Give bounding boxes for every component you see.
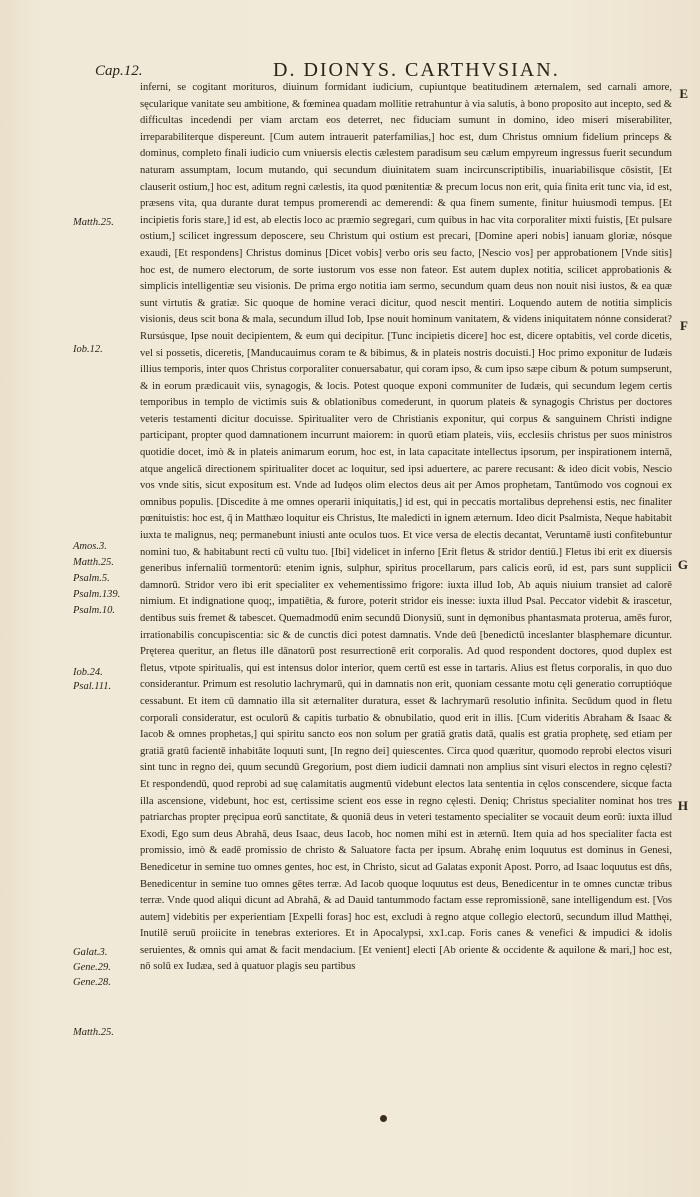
ornament-dot [380,1115,387,1122]
marginal-ref: Iob.12. [73,344,103,355]
side-letter-g: G [677,557,688,572]
chapter-label: Cap.12. [95,63,143,79]
marginal-ref: Psal.111. [73,681,112,692]
side-letter-e: E [679,86,688,101]
commentary-text [140,80,672,976]
page-title: D. DIONYS. CARTHVSIAN. [273,59,560,81]
marginal-ref: Galat.3. [73,947,108,958]
marginal-ref: Iob.24. [73,667,103,678]
marginal-ref: Psalm.5. [73,573,110,584]
marginal-ref: Amos.3. [73,541,107,552]
marginal-ref: Psalm.139. [73,589,121,600]
marginal-ref: Matth.25. [73,1027,114,1038]
marginal-ref: Gene.29. [73,962,111,973]
marginal-ref: Matth.25. [73,557,114,568]
marginal-ref: Psalm.10. [73,605,115,616]
side-letter-f: F [680,318,688,333]
commentary-paragraph: inferni, se cogitant morituros, diuinum formidant iudicium, cupiuntque beatitudinem æternalem, sed carnali amore, sęcularique vanitate seu ambitione, & fœminea quadam mollitie retrahuntur à via salutis, à bono proposito aut incepto, sed & difficultas incedendi per viam arctam eos deterret, nec fiduciam sumunt in domino, ideo miseri miserabiliter, irreparabiliterque dispereunt. [Cum autem intrauerit paterfamilias,] hoc est, dum Christus omnium fidelium princeps & dominus, completo finali iudicio cum vniuersis electis cælestem paradisum seu cælum empyreum ingressus fuerit secundum naturam assumptam, locum mutando, qui secundum diuinitatem suam incircunscriptibilis, inuariabilisque cōsistit, [Et clauserit ostium,] hoc est, aditum regni cælestis, ita quod pœnitentiæ & precum locus non erit, quia finita erit tunc via, id est, præsens vita, qua durante durat tempus promerendi ac demerendi: & qua finem sumente, finitur huiusmodi tempus. [Et incipietis foris stare,] id est, ab electis loco ac præmio segregari, cum quibus in hac vita corporaliter mixti fuistis, [Et pulsare ostium,] scilicet ingressum deposcere, seu Christum qui ostium est precari, [Domine aperi nobis] ianuam gloriæ, nósque exaudi, [Et respondens] Christus dominus [Dicet vobis] verbo oris seu facto, [Nescio vos] per approbationem [Vnde sitis] hoc est, de numero electorum, de sorte iustorum vos esse non fateor. Est autem duplex notitia, scilicet approbationis & simplicis intelligentiæ seu visionis. De prima ergo notitia iam sermo, secundum quam deus non nouit nisi iustos, & ea quæ sunt virtutis & gratiæ. Sic quoque de homine veraci dicitur, quod nescit mentiri. Loquendo autem de notitia simplicis visionis, deus scit bona & mala, secundum illud Iob, Ipse nouit hominum vanitatem, & videns iniquitatem nónne considerat? Rursúsque, Ipse nouit decipientem, & eum qui decipitur. [Tunc incipietis dicere] hoc est, dicere optabitis, vel corde dicetis, vel si possetis, diceretis, [Manducauimus coram te & bibimus, & in plateis nostris docuisti.] Hoc primo exponitur de Iudæis illius temporis, inter quos Christus corporaliter conuersabatur, qui coram ipso, & cum ipso sæpe cibum & potum sumpserunt, & in eorum prædicauit viis, synagogis, & locis. Potest quoque exponi communiter de Iudæis, qui secundum legem certis temporibus in templo de victimis suis & oblationibus comederunt, in quorum plateis & synagogis Christus per doctores veteris testamenti dicitur docuisse. Spiritualiter vero de Christianis exponitur, qui corpus & sanguinem Christi indigne participant, propter quod damnationem incurrunt maiorem: in quorū etiam plateis, viis, ecclesiis christus per suos ministros quotidie docet, imò & in plateis animarum eorum, hoc est, in lata capacitate intellectus ipsorum, per inspirationem internā, atque angelicā directionem spiritualiter docet ac loquitur, sed ipsi aduertere, ac parere recusant: & ideo dicit vobis, Nescio vos vnde sitis, sicut expositum est. Vnde ad Iudęos olim electos deus ait per Amos prophetam, Tantūmodo vos cognoui ex omnibus populis. [Discedite à me omnes operarii iniquitatis,] id est, qui in peccatis mortalibus deprehensi estis, nec finaliter pœnituistis: hoc est, q̄ in Matthæo loquitur eis Christus, Ite maledicti in ignem æternum. Ideo dicit Psalmista, Neque habitabit iuxta te malignus, neq; permanebunt iniusti ante oculos tuos. Et vice versa de electis decantat, Veruntamē iusti confitebuntur nomini tuo, & habitabunt recti cū vultu tuo. [Ibi] videlicet in inferno [Erit fletus & stridor dentiū.] Fletus ibi erit ex diuersis generibus infernaliū tormentorū: etenim ignis, sulphur, spiritus procellarum, pars calicis eorū, id est, pars sunt supplicii damnorū. Stridor vero ibi erit specialiter ex vehementissimo frigore: iuxta illud Iob, Ab aquis niuium transiet ad calorē nimium. Et indignatione quoq;, impatiētia, & furore, poterit stridor eis inesse: iuxta illud Psal. Peccator videbit & irascetur, dentibus suis fremet & tabescet. Quemadmodū enim secundū Dionysiū, sunt in dęmonibus phantasmata proterua, amēs furor, irrationabilis concupiscentia: sic & de cunctis dici potest damnatis. Vnde deū [benedictū inceslanter blasphemare dicuntur. Pręterea queritur, an fletus ille dānatorū post resurrectionē erit corporalis. Ad quod respondent doctores, quod duplex est fletus, vtpote spiritualis, qui est intensus dolor interior, quem certū est esse in tartaris. Alius est fletus corporalis, in quo duo considerantur. Primum est resolutio lachrymarū, qui in damnatis non erit, quoniam cessante motu cęli generatio corruptióque cessabunt. Et item cū damnatio illa sit æternaliter duratura, esset & lachrymarū resolutio infinita. Secūdum quod in fletu corporali consideratur, est oculorū & capitis turbatio & obnubilatio, quod erit in illis. [Cum videritis Abraham & Isaac & Iacob & omnes prophetas,] qui spiritu sancto eos non solum per gratiā gratis datā, qualis est gratia prophetę, sed etiam per gratiā gratū facientē inhabitāte loquuti sunt, [In regno dei] quiescentes. Circa quod quæritur, quomodo reprobi electos visuri sint tunc in regno dei, quum secundū Gregorium, post diem iudicii damnati non amplius sint visuri electos in regno cęlesti? Et respondendū, quod reprobi ad suę calamitatis augmentū videbunt electos lata sententia in cęlos conscendere, sicque facta illa ascensione, videbunt, hoc est, certissime scient eos esse in regno cęlesti. Deniq; Christus specialiter nominat hos tres patriarchas propter pręcipua eorū sanctitate, & quoniā deus in veteri testamento specialiter se vocauit deum eorū: iuxta illud Exodi, Ego sum deus Abrahā, deus Isaac, deus Iacob, hoc nomen mihi est in æternū. Item quia ad hos specialiter facta est promissio, imò & eadē promissio de christo & Saluatore facta per ipsum. Abrahę enim loquutus est dominus in Genesi, Benedicetur in semine tuo omnes gentes, hoc est, in Christo, sicut ad Galatas exponit Apost. Porro, ad Isaac loquutus est dñs, Benedicentur in semine tuo omnes gētes terræ. Ad Iacob quoque loquutus est deus, Benedicentur in te omnes cunctæ tribus terræ. Vnde quod aliqui dicunt ad Abrahā, & ad Dauid tantummodo factam esse repromissionē, sane intelligendum est. [Vos autem] videbitis per experientiam [Expelli foras] hoc est, excludi à regno atque collegio electorū, secundum illud Matthęi, Inutilē seruū proiicite in tenebras exteriores. Et in Apocalypsi, xx1.cap. Foris canes & venefici & impudici & idolis seruientes, & omnis qui amat & facit mendacium. [Et venient] electi [Ab oriente & occidente & aquilone & mari,] hoc est, nō solū ex Iudæa, sed à quatuor plagis seu partibus [140,82,672,973]
side-letter-h: H [677,798,688,813]
marginal-ref: Matth.25. [73,217,114,228]
marginal-ref: Gene.28. [73,977,111,988]
